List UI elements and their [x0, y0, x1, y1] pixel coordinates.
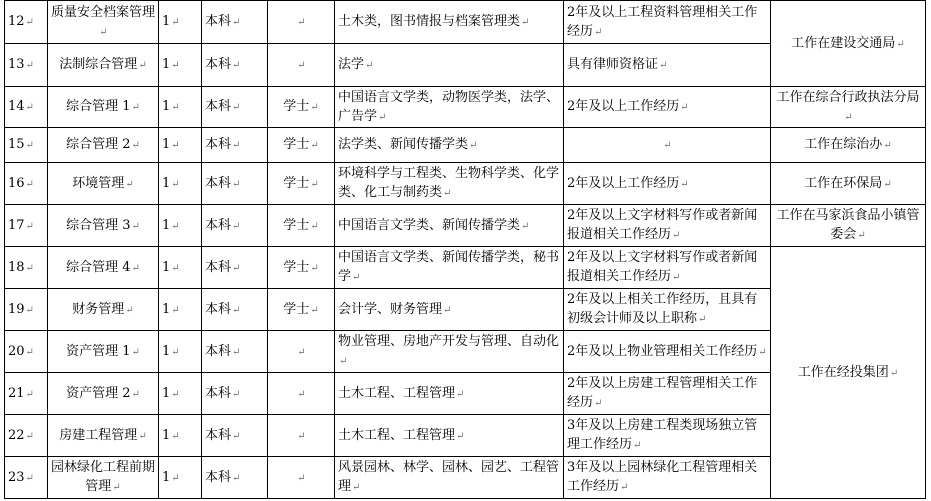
position-cell: 财务管理↵ [48, 289, 159, 331]
table-row [5, 163, 926, 205]
position-cell: 综合管理 1↵ [48, 87, 159, 128]
majors-cell: 法学类、新闻传播学类↵ [335, 128, 564, 163]
count-cell: 1↵ [159, 163, 202, 205]
degree-cell: 学士↵ [268, 289, 335, 331]
position-cell: 房建工程管理↵ [48, 415, 159, 457]
majors-cell: 土木类，图书情报与档案管理类↵ [335, 1, 564, 44]
degree-cell: 学士↵ [268, 87, 335, 128]
requirements-cell: 2年及以上工作经历↵ [564, 87, 771, 128]
row-number-cell: 16↵ [5, 163, 48, 205]
degree-cell: 学士↵ [268, 247, 335, 289]
requirements-cell: 3年及以上房建工程类现场独立管理工作经历↵ [564, 415, 771, 457]
row-number-cell: 20↵ [5, 331, 48, 373]
position-cell: 环境管理↵ [48, 163, 159, 205]
table-row [5, 247, 926, 289]
positions-table [4, 0, 926, 499]
majors-cell: 中国语言文学类、新闻传播学类↵ [335, 205, 564, 247]
requirements-cell: 2年及以上工作经历↵ [564, 163, 771, 205]
table-row [5, 205, 926, 247]
table-row [5, 1, 926, 44]
majors-cell: 风景园林、林学、园林、园艺、工程管理↵ [335, 457, 564, 499]
education-cell: 本科↵ [202, 457, 268, 499]
majors-cell: 会计学、财务管理↵ [335, 289, 564, 331]
note-cell: 工作在综合行政执法分局↵ [771, 87, 926, 128]
note-cell: 工作在综治办↵ [771, 128, 926, 163]
table-row [5, 87, 926, 128]
position-cell: 法制综合管理↵ [48, 44, 159, 87]
position-cell: 资产管理 1↵ [48, 331, 159, 373]
degree-cell: 学士↵ [268, 205, 335, 247]
education-cell: 本科↵ [202, 1, 268, 44]
education-cell: 本科↵ [202, 415, 268, 457]
education-cell: 本科↵ [202, 331, 268, 373]
count-cell: 1↵ [159, 1, 202, 44]
row-number-cell: 15↵ [5, 128, 48, 163]
row-number-cell: 22↵ [5, 415, 48, 457]
position-cell: 综合管理 2↵ [48, 128, 159, 163]
majors-cell: 土木工程、工程管理↵ [335, 415, 564, 457]
majors-cell: 土木工程、工程管理↵ [335, 373, 564, 415]
row-number-cell: 17↵ [5, 205, 48, 247]
degree-cell: ↵ [268, 457, 335, 499]
education-cell: 本科↵ [202, 205, 268, 247]
note-cell: 工作在经投集团↵ [771, 247, 926, 499]
majors-cell: 环境科学与工程类、生物科学类、化学类、化工与制药类↵ [335, 163, 564, 205]
position-cell: 综合管理 3↵ [48, 205, 159, 247]
count-cell: 1↵ [159, 247, 202, 289]
majors-cell: 物业管理、房地产开发与管理、自动化↵ [335, 331, 564, 373]
row-number-cell: 18↵ [5, 247, 48, 289]
count-cell: 1↵ [159, 128, 202, 163]
degree-cell: 学士↵ [268, 163, 335, 205]
requirements-cell: 具有律师资格证↵ [564, 44, 771, 87]
degree-cell: ↵ [268, 415, 335, 457]
count-cell: 1↵ [159, 44, 202, 87]
education-cell: 本科↵ [202, 247, 268, 289]
row-number-cell: 14↵ [5, 87, 48, 128]
position-cell: 质量安全档案管理↵ [48, 1, 159, 44]
requirements-cell: 2年及以上文字材料写作或者新闻报道相关工作经历↵ [564, 205, 771, 247]
education-cell: 本科↵ [202, 373, 268, 415]
requirements-cell: 3年及以上园林绿化工程管理相关工作经历↵ [564, 457, 771, 499]
count-cell: 1↵ [159, 289, 202, 331]
education-cell: 本科↵ [202, 163, 268, 205]
education-cell: 本科↵ [202, 128, 268, 163]
degree-cell: ↵ [268, 331, 335, 373]
position-cell: 资产管理 2↵ [48, 373, 159, 415]
majors-cell: 中国语言文学类、新闻传播学类，秘书学↵ [335, 247, 564, 289]
requirements-cell: 2年及以上工程资料管理相关工作经历↵ [564, 1, 771, 44]
degree-cell: ↵ [268, 44, 335, 87]
requirements-cell: 2年及以上相关工作经历，且具有初级会计师及以上职称↵ [564, 289, 771, 331]
row-number-cell: 13↵ [5, 44, 48, 87]
row-number-cell: 19↵ [5, 289, 48, 331]
degree-cell: ↵ [268, 373, 335, 415]
position-cell: 园林绿化工程前期管理↵ [48, 457, 159, 499]
requirements-cell: 2年及以上物业管理相关工作经历↵ [564, 331, 771, 373]
row-number-cell: 12↵ [5, 1, 48, 44]
count-cell: 1↵ [159, 87, 202, 128]
requirements-cell: ↵ [564, 128, 771, 163]
count-cell: 1↵ [159, 415, 202, 457]
table-row [5, 128, 926, 163]
majors-cell: 法学↵ [335, 44, 564, 87]
count-cell: 1↵ [159, 373, 202, 415]
requirements-cell: 2年及以上文字材料写作或者新闻报道相关工作经历↵ [564, 247, 771, 289]
majors-cell: 中国语言文学类，动物医学类，法学、广告学↵ [335, 87, 564, 128]
education-cell: 本科↵ [202, 87, 268, 128]
requirements-cell: 2年及以上房建工程管理相关工作经历↵ [564, 373, 771, 415]
note-cell: 工作在马家浜食品小镇管委会↵ [771, 205, 926, 247]
position-cell: 综合管理 4↵ [48, 247, 159, 289]
education-cell: 本科↵ [202, 289, 268, 331]
education-cell: 本科↵ [202, 44, 268, 87]
degree-cell: 学士↵ [268, 128, 335, 163]
note-cell: 工作在建设交通局↵ [771, 1, 926, 87]
note-cell: 工作在环保局↵ [771, 163, 926, 205]
degree-cell: ↵ [268, 1, 335, 44]
row-number-cell: 21↵ [5, 373, 48, 415]
row-number-cell: 23↵ [5, 457, 48, 499]
count-cell: 1↵ [159, 331, 202, 373]
count-cell: 1↵ [159, 457, 202, 499]
count-cell: 1↵ [159, 205, 202, 247]
